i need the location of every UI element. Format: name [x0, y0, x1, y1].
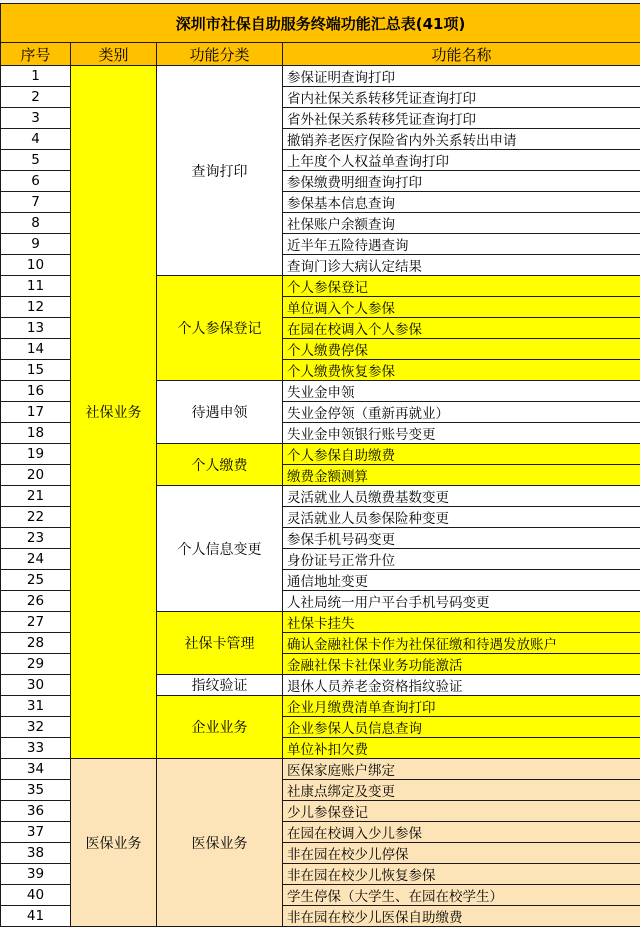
- header-row: [1, 43, 640, 66]
- header-category: 类别: [71, 43, 157, 66]
- function-name: 单位调入个人参保: [283, 297, 640, 318]
- seq-cell: 32: [1, 717, 71, 738]
- seq-cell: 5: [1, 150, 71, 171]
- seq-cell: 20: [1, 465, 71, 486]
- category-medical: 医保业务: [71, 759, 157, 927]
- function-name: 参保证明查询打印: [283, 66, 640, 87]
- function-name: 非在园在校少儿停保: [283, 843, 640, 864]
- subcategory-medical-business: 医保业务: [157, 759, 283, 927]
- function-name: 企业月缴费清单查询打印: [283, 696, 640, 717]
- subcategory-personal-info: 个人信息变更: [157, 486, 283, 612]
- seq-cell: 25: [1, 570, 71, 591]
- seq-cell: 24: [1, 549, 71, 570]
- seq-cell: 7: [1, 192, 71, 213]
- seq-cell: 16: [1, 381, 71, 402]
- seq-cell: 21: [1, 486, 71, 507]
- function-name: 社保账户余额查询: [283, 213, 640, 234]
- function-name: 缴费金额测算: [283, 465, 640, 486]
- seq-cell: 26: [1, 591, 71, 612]
- seq-cell: 14: [1, 339, 71, 360]
- function-name: 个人缴费停保: [283, 339, 640, 360]
- function-name: 企业参保人员信息查询: [283, 717, 640, 738]
- function-name: 医保家庭账户绑定: [283, 759, 640, 780]
- function-name: 省外社保关系转移凭证查询打印: [283, 108, 640, 129]
- title-row: [1, 4, 640, 43]
- function-name: 参保基本信息查询: [283, 192, 640, 213]
- function-name: 个人参保登记: [283, 276, 640, 297]
- function-name: 失业金申领银行账号变更: [283, 423, 640, 444]
- seq-cell: 36: [1, 801, 71, 822]
- function-name: 个人缴费恢复参保: [283, 360, 640, 381]
- function-name: 在园在校调入少儿参保: [283, 822, 640, 843]
- function-name: 灵活就业人员缴费基数变更: [283, 486, 640, 507]
- seq-cell: 10: [1, 255, 71, 276]
- function-name: 在园在校调入个人参保: [283, 318, 640, 339]
- subcategory-query-print: 查询打印: [157, 66, 283, 276]
- function-name: 人社局统一用户平台手机号码变更: [283, 591, 640, 612]
- function-name: 上年度个人权益单查询打印: [283, 150, 640, 171]
- function-name: 失业金申领: [283, 381, 640, 402]
- seq-cell: 13: [1, 318, 71, 339]
- function-name: 灵活就业人员参保险种变更: [283, 507, 640, 528]
- function-name: 参保手机号码变更: [283, 528, 640, 549]
- seq-cell: 40: [1, 885, 71, 906]
- summary-table: [0, 3, 640, 927]
- function-name: 学生停保（大学生、在园在校学生）: [283, 885, 640, 906]
- header-name: 功能名称: [283, 43, 640, 66]
- category-social: 社保业务: [71, 66, 157, 759]
- seq-cell: 28: [1, 633, 71, 654]
- seq-cell: 18: [1, 423, 71, 444]
- subcategory-card-management: 社保卡管理: [157, 612, 283, 675]
- seq-cell: 6: [1, 171, 71, 192]
- function-name: 个人参保自助缴费: [283, 444, 640, 465]
- function-name: 社康点绑定及变更: [283, 780, 640, 801]
- table-row: [1, 66, 640, 87]
- seq-cell: 15: [1, 360, 71, 381]
- seq-cell: 27: [1, 612, 71, 633]
- seq-cell: 8: [1, 213, 71, 234]
- seq-cell: 19: [1, 444, 71, 465]
- function-name: 非在园在校少儿恢复参保: [283, 864, 640, 885]
- subcategory-enterprise: 企业业务: [157, 696, 283, 759]
- seq-cell: 9: [1, 234, 71, 255]
- seq-cell: 23: [1, 528, 71, 549]
- function-name: 非在园在校少儿医保自助缴费: [283, 906, 640, 927]
- seq-cell: 38: [1, 843, 71, 864]
- seq-cell: 37: [1, 822, 71, 843]
- function-name: 失业金停领（重新再就业）: [283, 402, 640, 423]
- function-name: 近半年五险待遇查询: [283, 234, 640, 255]
- function-name: 查询门诊大病认定结果: [283, 255, 640, 276]
- seq-cell: 39: [1, 864, 71, 885]
- function-name: 参保缴费明细查询打印: [283, 171, 640, 192]
- seq-cell: 29: [1, 654, 71, 675]
- table-title: 深圳市社保自助服务终端功能汇总表(41项): [1, 4, 640, 43]
- seq-cell: 30: [1, 675, 71, 696]
- function-name: 通信地址变更: [283, 570, 640, 591]
- seq-cell: 12: [1, 297, 71, 318]
- subcategory-personal-registration: 个人参保登记: [157, 276, 283, 381]
- function-name: 撤销养老医疗保险省内外关系转出申请: [283, 129, 640, 150]
- header-subcategory: 功能分类: [157, 43, 283, 66]
- subcategory-fingerprint: 指纹验证: [157, 675, 283, 696]
- function-name: 单位补扣欠费: [283, 738, 640, 759]
- header-seq: 序号: [1, 43, 71, 66]
- table-row: [1, 759, 640, 780]
- seq-cell: 22: [1, 507, 71, 528]
- seq-cell: 35: [1, 780, 71, 801]
- function-name: 身份证号正常升位: [283, 549, 640, 570]
- function-name: 社保卡挂失: [283, 612, 640, 633]
- function-name: 确认金融社保卡作为社保征缴和待遇发放账户: [283, 633, 640, 654]
- seq-cell: 11: [1, 276, 71, 297]
- function-name: 省内社保关系转移凭证查询打印: [283, 87, 640, 108]
- seq-cell: 1: [1, 66, 71, 87]
- seq-cell: 17: [1, 402, 71, 423]
- subcategory-benefit-claim: 待遇申领: [157, 381, 283, 444]
- seq-cell: 4: [1, 129, 71, 150]
- seq-cell: 41: [1, 906, 71, 927]
- seq-cell: 3: [1, 108, 71, 129]
- function-name: 少儿参保登记: [283, 801, 640, 822]
- seq-cell: 2: [1, 87, 71, 108]
- function-name: 金融社保卡社保业务功能激活: [283, 654, 640, 675]
- seq-cell: 33: [1, 738, 71, 759]
- seq-cell: 31: [1, 696, 71, 717]
- seq-cell: 34: [1, 759, 71, 780]
- subcategory-personal-payment: 个人缴费: [157, 444, 283, 486]
- function-name: 退休人员养老金资格指纹验证: [283, 675, 640, 696]
